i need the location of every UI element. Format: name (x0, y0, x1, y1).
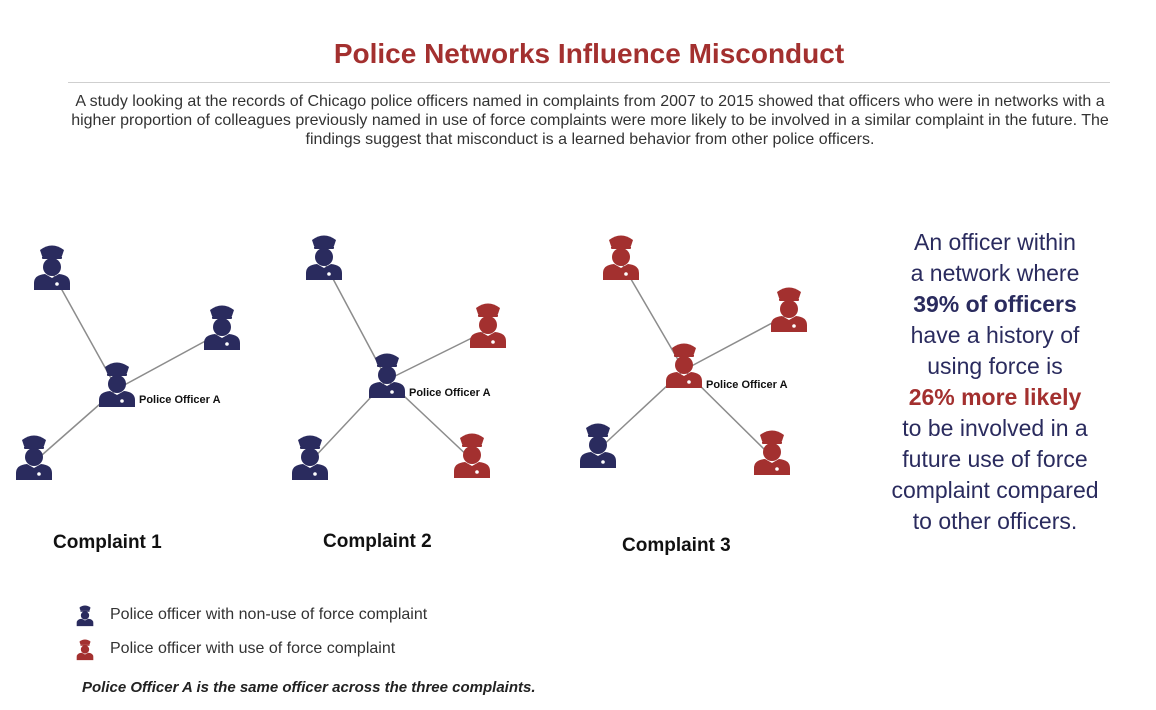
footnote: Police Officer A is the same officer across the three complaints. (82, 679, 536, 696)
network-complaint-3 (580, 236, 807, 476)
officer-a-icon (666, 344, 702, 389)
legend-item-non-force (74, 603, 427, 627)
officer-a-icon (99, 363, 135, 408)
officer-icon (771, 288, 807, 333)
legend-label: Police officer with non-use of force complaint (110, 606, 428, 623)
callout-line: to other officers. (912, 508, 1078, 534)
page-title: Police Networks Influence Misconduct (333, 38, 845, 69)
network-complaint-1 (16, 246, 240, 481)
officer-icon (74, 603, 96, 627)
complaint-3-label: Complaint 3 (622, 535, 731, 556)
callout-highlight-26-percent: 26% more likely (908, 384, 1082, 410)
statistic-callout (855, 227, 1135, 537)
officer-icon (306, 236, 342, 281)
complaint-1-label: Complaint 1 (53, 532, 162, 553)
callout-line: to be involved in a (902, 415, 1088, 441)
officer-icon (292, 436, 328, 481)
callout-line: complaint compared (891, 477, 1099, 503)
callout-line: a network where (910, 260, 1080, 286)
legend-item-force (74, 637, 395, 661)
officer-icon (580, 424, 616, 469)
officer-a-label: Police Officer A (409, 387, 491, 399)
officer-icon (16, 436, 52, 481)
network-complaint-2 (292, 236, 506, 481)
officer-icon (74, 637, 96, 661)
officer-icon (470, 304, 506, 349)
callout-line: future use of force (902, 446, 1088, 472)
officer-a-label: Police Officer A (706, 379, 788, 391)
callout-line: An officer within (914, 229, 1076, 255)
intro-paragraph: A study looking at the records of Chicago police officers named in complaints from 2007 to 2015 showed that officers who were in networks with a higher proportion of colleagues previously named in use of force complaints were more likely to be involved in a similar complaint in the future. The findings suggest that misconduct is a learned behavior from other police officers. (71, 93, 1109, 148)
officer-icon (454, 434, 490, 479)
officer-icon (603, 236, 639, 281)
complaint-2-label: Complaint 2 (323, 531, 432, 552)
callout-highlight-39-percent: 39% of officers (913, 291, 1077, 317)
officer-icon (204, 306, 240, 351)
officer-a-icon (369, 354, 405, 399)
legend-label: Police officer with use of force complaint (110, 640, 396, 657)
officer-icon (34, 246, 70, 291)
officer-a-label: Police Officer A (139, 394, 221, 406)
officer-icon (754, 431, 790, 476)
callout-line: have a history of (910, 322, 1080, 348)
callout-line: using force is (927, 353, 1063, 379)
